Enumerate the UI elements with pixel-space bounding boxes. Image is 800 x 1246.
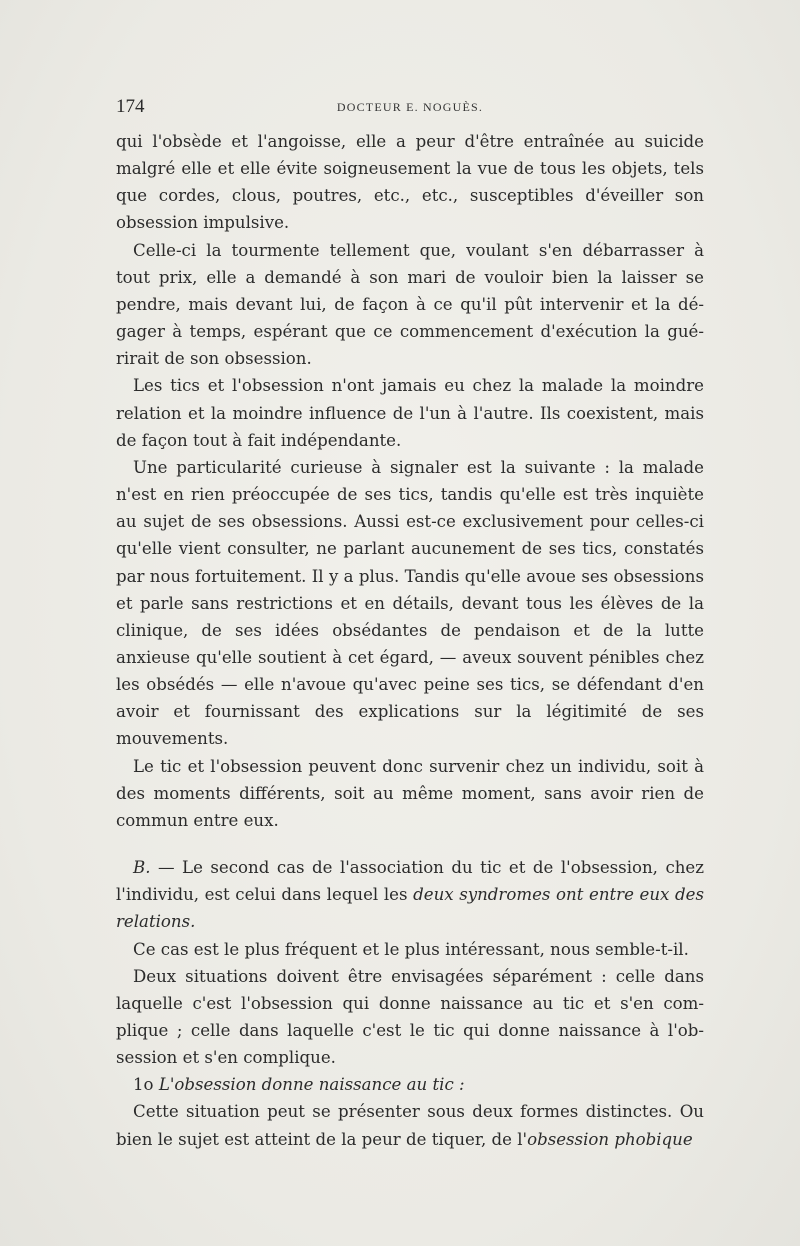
paragraph-section-b (116, 854, 704, 935)
page-number: 174 (116, 96, 145, 117)
subheading-number: 1o (133, 1075, 154, 1095)
section-b-text: — Le second cas de l'association du tic et de l'obsession, chez l'individu, est celui dans lequel les (116, 858, 704, 905)
subheading-text: L'obsession donne naissance au tic : (158, 1075, 465, 1095)
paragraph-5: Le tic et l'obsession peuvent donc survenir chez un individu, soit à des moments différents, soit au même moment, sans avoir rien de commun entre eux. (116, 756, 704, 830)
running-head: DOCTEUR E. NOGUÈS. (336, 100, 484, 114)
paragraph-3: Les tics et l'obsession n'ont jamais eu chez la malade la moindre relation et la moindre influence de l'un à l'autre. Ils coexistent, mais de façon tout à fait indépendante. (116, 376, 704, 450)
paragraph-2: Celle-ci la tourmente tellement que, voulant s'en débarrasser à tout prix, elle a demandé à son mari de vouloir bien la laisser se pendre, mais devant lui, de façon à ce qu'il pût intervenir et la dégager à temps, espérant que ce commencement d'exécution la guérirait de son obsession. (116, 240, 704, 369)
section-b-italic: deux syndromes ont entre eux des relations. (116, 885, 704, 932)
paragraph-7: Ce cas est le plus fréquent et le plus intéressant, nous semble-t-il. (133, 939, 689, 959)
subheading-1 (116, 1071, 704, 1098)
body-text (116, 128, 704, 1153)
page-header (116, 96, 704, 120)
paragraph-10 (116, 1098, 704, 1152)
paragraph-1: qui l'obsède et l'angoisse, elle a peur d'être entraînée au suicide malgré elle et elle évite soigneusement la vue de tous les objets, tels que cordes, clous, poutres, etc., etc., susceptibles d'éveiller son obsession impulsive. (116, 132, 704, 233)
paragraph-10-text: Cette situation peut se présenter sous deux formes distinctes. Ou bien le sujet est atteint de la peur de tiquer, de l' (116, 1102, 704, 1149)
paragraph-8: Deux situations doivent être envisagées séparément : celle dans laquelle c'est l'obsession qui donne naissance au tic et s'en complique ; celle dans laquelle c'est le tic qui donne naissance à l'obsession et s'en complique. (116, 966, 704, 1068)
paragraph-10-italic: obsession phobique (527, 1129, 693, 1149)
paragraph-4: Une particularité curieuse à signaler est la suivante : la malade n'est en rien préoccupée de ses tics, tandis qu'elle est très inquiète au sujet de ses obsessions. Aussi est-ce exclusivement pour celles-ci qu'elle vient consulter, ne parlant aucunement de ses tics, constatés par nous fortuitement. Il y a plus. Tandis qu'elle avoue ses obsessions et parle sans restrictions et en détails, devant tous les élèves de la clinique, de ses idées obsédantes de pendaison et de la lutte anxieuse qu'elle soutient à cet égard, — aveux souvent pénibles chez les obsédés — elle n'avoue qu'avec peine ses tics, se défendant d'en avoir et fournissant des explications sur la légitimité de ses mouvements. (116, 457, 704, 749)
section-label: B. (133, 858, 151, 878)
